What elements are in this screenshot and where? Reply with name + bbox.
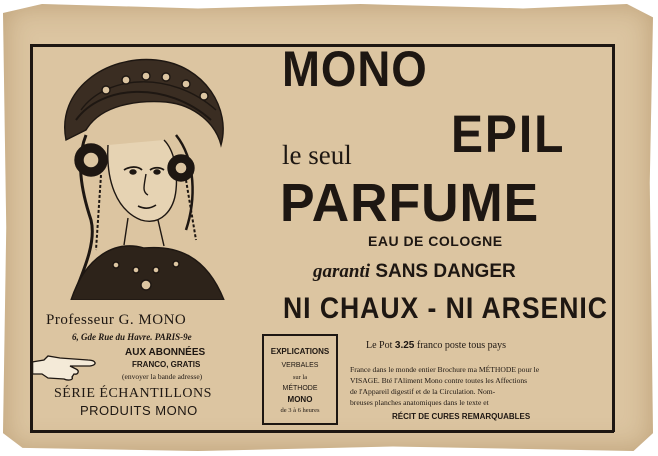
garanti-line — [313, 262, 516, 281]
pot-suffix: franco poste tous pays — [416, 340, 507, 351]
frame-border-bottom — [30, 430, 614, 433]
envoyer-bande-text: (envoyer la bande adresse) — [122, 372, 203, 381]
box-line-explications: EXPLICATIONS — [270, 347, 330, 356]
box-line-hours: de 3 à 6 heures — [280, 407, 320, 414]
garanti-word: garanti — [313, 261, 371, 282]
ni-chaux-ni-arsenic-text: NI CHAUX - NI ARSENIC — [283, 291, 608, 325]
brochure-paragraph — [350, 364, 598, 408]
headline-mono: MONO — [282, 41, 428, 98]
franco-gratis-text: FRANCO, GRATIS — [132, 360, 201, 369]
pointing-hand-icon — [30, 352, 102, 382]
woman-portrait-illustration — [46, 50, 236, 300]
headline-epil: EPIL — [451, 104, 566, 164]
professor-name: Professeur G. MONO — [46, 312, 187, 328]
serie-echantillons-text: SÉRIE ÉCHANTILLONS — [54, 386, 212, 401]
le-seul-text: le seul — [282, 140, 352, 170]
paragraph-line: France dans le monde entier Brochure ma MÉTHODE pour le — [350, 365, 540, 374]
eau-de-cologne-text: EAU DE COLOGNE — [368, 233, 503, 249]
aux-abonnees-text: AUX ABONNÉES — [125, 347, 206, 358]
box-line-verbales: VERBALES — [281, 362, 319, 369]
frame-border-right — [612, 44, 615, 432]
paragraph-line: de l'Appareil digestif et de la Circulation. Nom- — [350, 387, 496, 396]
box-line-mono: MONO — [287, 395, 313, 404]
paragraph-line: VISAGE. Bté l'Aliment Mono contre toutes les Affections — [350, 376, 528, 385]
sans-danger-text: SANS DANGER — [375, 261, 516, 282]
produits-mono-text: PRODUITS MONO — [80, 403, 198, 418]
box-line-sur-la: sur la — [292, 374, 308, 381]
pot-price-line — [366, 341, 506, 351]
paragraph-line: breuses planches anatomiques dans le texte et — [350, 398, 489, 407]
recit-de-cures-text: RÉCIT DE CURES REMARQUABLES — [392, 412, 531, 421]
box-line-methode: MÉTHODE — [282, 385, 318, 392]
pot-price: 3.25 — [394, 340, 415, 351]
pot-prefix: Le Pot — [366, 340, 393, 351]
headline-parfume: PARFUME — [280, 173, 540, 233]
address-text: 6, Gde Rue du Havre. PARIS-9e — [72, 332, 192, 342]
